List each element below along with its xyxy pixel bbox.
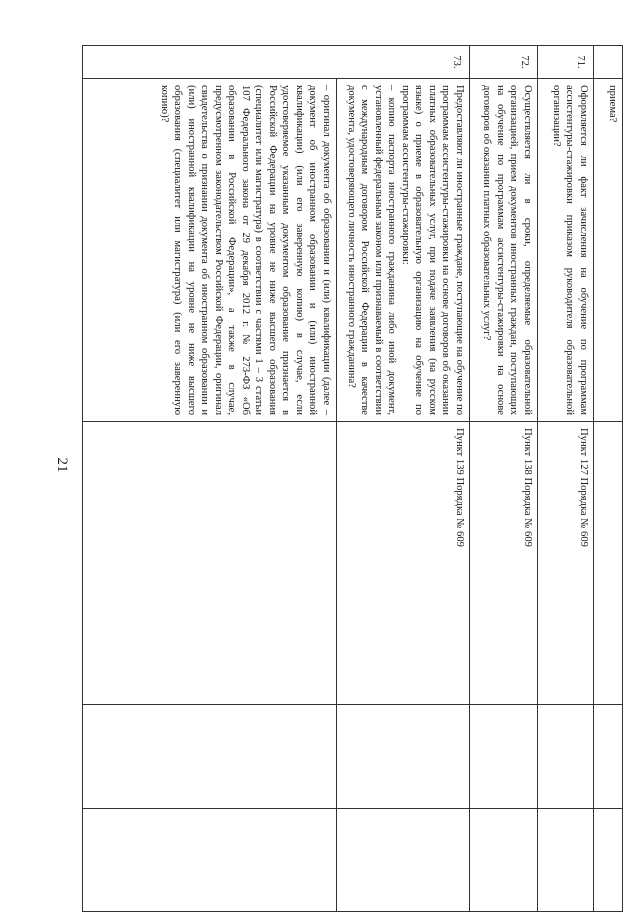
answer-cell [538, 704, 593, 808]
row-number: 73. [451, 55, 462, 69]
row-number: 71. [575, 55, 586, 69]
question-part-2: – оригинал документа об образовании и (или) квалификации (далее – документ об иностранном образовании и (или) иностранной квалификации) (или его заверенную копию) в случае, если удостоверяемое указанным документом образование признается в Российской Федерации на уровне не ниже высшего образования (специалитет или магистратура) в соответствии с частями 1 – 3 статьи 107 Федерального закона от 29 декабря 2012 г. № 273-ФЗ «Об образовании в Российской Федерации», а также в случае, предусмотренном законодательством Российской Федерации, оригинал свидетельства о признании документа об иностранном образовании и (или) иностранной квалификации на уровне не ниже высшего образования (специалитет или магистратура) (или его заверенную копию)? [159, 85, 332, 415]
question-text [337, 78, 469, 421]
answer-cell [594, 704, 622, 808]
question-text: приема? [594, 78, 622, 421]
table-row [538, 46, 594, 912]
reference-text [594, 421, 622, 704]
question-text-continued [82, 78, 337, 421]
reference-text: Пункт 138 Порядка № 609 [470, 421, 537, 704]
answer-cell [337, 704, 469, 808]
answer-cell [82, 704, 337, 808]
row-number: 72. [519, 55, 530, 69]
answer-cell [470, 808, 537, 912]
question-text: Осуществляется ли в сроки, определяемые образовательной организацией, прием документов иностранных граждан, поступающих на обучение по программам ассистентуры-стажировки на основе договоров об оказании платных образовательных услуг? [470, 78, 537, 421]
answer-cell [337, 808, 469, 912]
row-number [594, 46, 622, 78]
page-number: 21 [54, 457, 70, 473]
table-row [594, 46, 622, 912]
reference-label: Пункт 139 Порядка № 609 [454, 428, 465, 547]
reference-text [337, 421, 469, 704]
checklist-table [82, 45, 623, 912]
reference-cell-continued [82, 421, 337, 704]
answer-cell [470, 704, 537, 808]
table-row [470, 46, 538, 912]
question-text: Оформляется ли факт зачисления на обучение по программам ассистентуры-стажировки приказом руководителя образовательной организации? [538, 78, 593, 421]
answer-cell [594, 808, 622, 912]
document-sheet [82, 45, 623, 912]
answer-cell [538, 808, 593, 912]
answer-cell [82, 808, 337, 912]
question-part-1: Предоставляют ли иностранные граждане, поступающие на обучение по программам ассистентуры-стажировки на основе договоров об оказании платных образовательных услуг, при подаче заявления (на русском языке) о приеме в образовательную организацию на обучение по программам ассистентуры-стажировки: – копию паспорта иностранного гражданина либо иной документ, установленный федеральным законом или признаваемый в соответствии с международным договором Российской Федерации в качестве документа, удостоверяющего личность иностранного гражданина? [346, 85, 465, 415]
table-row [82, 46, 470, 912]
reference-text: Пункт 127 Порядка № 609 [538, 421, 593, 704]
